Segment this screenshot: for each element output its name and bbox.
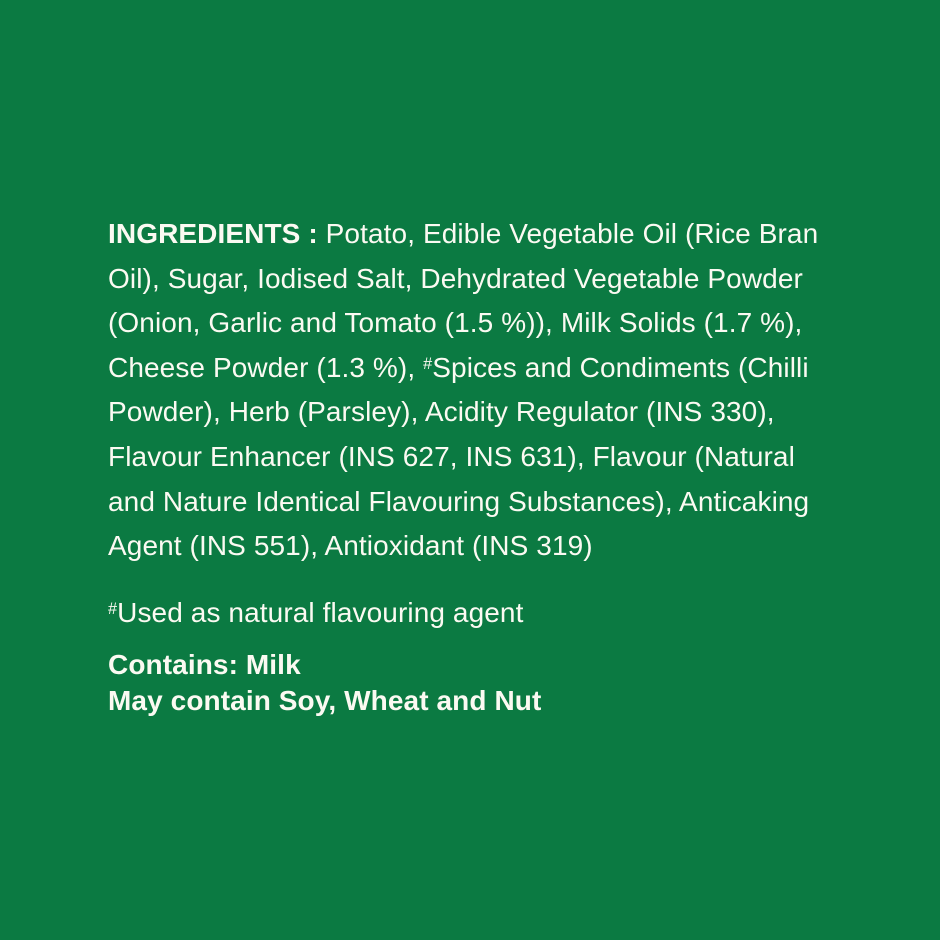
ingredients-line: Oil), Sugar, Iodised Salt, Dehydrated Vegetable Powder (108, 262, 803, 294)
ingredients-paragraph (108, 212, 898, 569)
ingredients-line: and Nature Identical Flavouring Substances), Anticaking (108, 485, 810, 517)
footnote-hash-superscript: # (108, 599, 118, 618)
ingredients-line (108, 346, 898, 391)
contains-statement: Contains: Milk (108, 648, 301, 680)
ingredients-heading: INGREDIENTS : (108, 218, 326, 249)
footnote (108, 595, 898, 631)
ingredients-line: Flavour Enhancer (INS 627, INS 631), Flavour (Natural (108, 440, 795, 472)
ingredients-line-text: Spices and Condiments (Chilli (432, 351, 809, 383)
ingredients-line-text: Cheese Powder (1.3 %), (108, 351, 424, 383)
footnote-text: Used as natural flavouring agent (117, 596, 524, 628)
ingredients-line: (Onion, Garlic and Tomato (1.5 %)), Milk Solids (1.7 %), (108, 307, 803, 339)
ingredients-label (108, 212, 898, 719)
allergen-statements (108, 647, 898, 719)
hash-superscript: # (423, 354, 433, 373)
may-contain-statement: May contain Soy, Wheat and Nut (108, 684, 542, 716)
ingredients-line: Powder), Herb (Parsley), Acidity Regulator (INS 330), (108, 396, 775, 428)
ingredients-line-text: Potato, Edible Vegetable Oil (Rice Bran (325, 218, 819, 249)
ingredients-line (108, 212, 898, 257)
ingredients-line: Agent (INS 551), Antioxidant (INS 319) (108, 530, 593, 562)
